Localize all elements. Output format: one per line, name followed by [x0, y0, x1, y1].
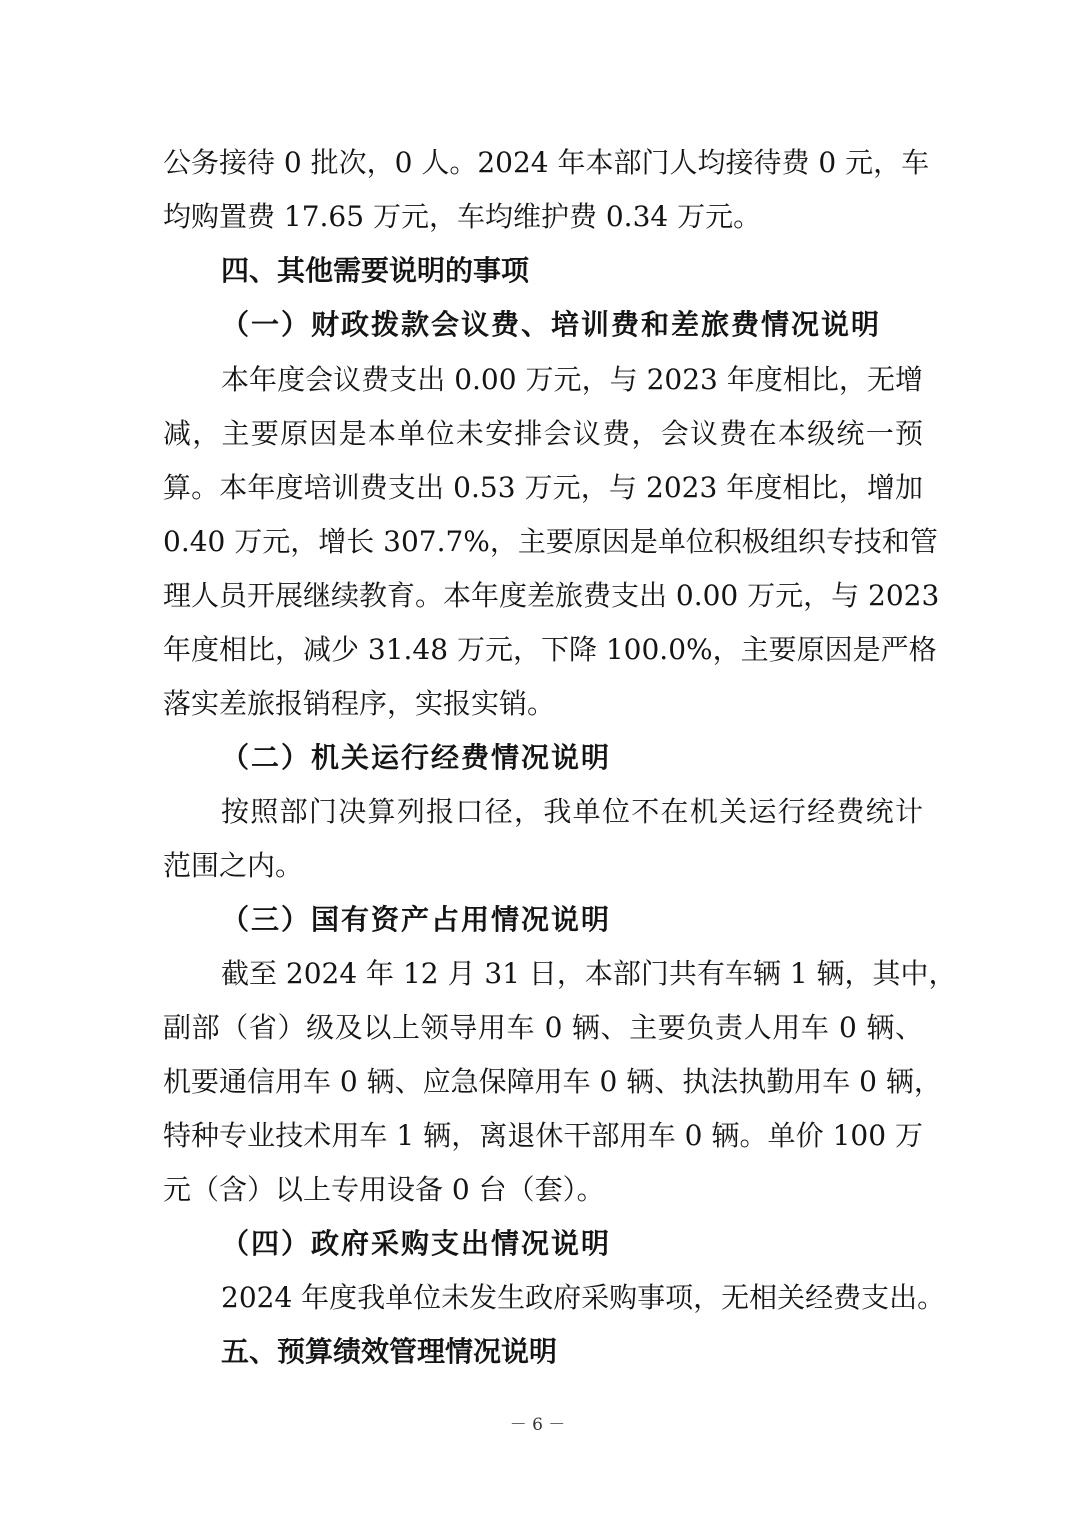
- paragraph-line: 公务接待 0 批次，0 人。2024 年本部门人均接待费 0 元，车: [163, 146, 930, 179]
- subsection-heading-4-1: （一）财政拨款会议费、培训费和差旅费情况说明: [221, 308, 882, 341]
- paragraph-line: 年度相比，减少 31.48 万元，下降 100.0%，主要原因是严格: [163, 633, 937, 666]
- paragraph-line: 理人员开展继续教育。本年度差旅费支出 0.00 万元，与 2023: [163, 579, 940, 612]
- paragraph-line: 特种专业技术用车 1 辆，离退休干部用车 0 辆。单价 100 万: [163, 1119, 923, 1152]
- paragraph-line: 0.40 万元，增长 307.7%，主要原因是单位积极组织专技和管: [163, 525, 938, 558]
- paragraph-line: 均购置费 17.65 万元，车均维护费 0.34 万元。: [163, 200, 762, 233]
- subsection-heading-4-4: （四）政府采购支出情况说明: [221, 1227, 612, 1260]
- paragraph-line: 2024 年度我单位未发生政府采购事项，无相关经费支出。: [221, 1281, 946, 1314]
- paragraph-line: 本年度会议费支出 0.00 万元，与 2023 年度相比，无增: [221, 363, 923, 396]
- section-heading-5: 五、预算绩效管理情况说明: [221, 1335, 558, 1368]
- subsection-heading-4-3: （三）国有资产占用情况说明: [221, 903, 612, 936]
- paragraph-line: 范围之内。: [163, 849, 304, 882]
- paragraph-line: 减，主要原因是本单位未安排会议费，会议费在本级统一预: [163, 417, 923, 450]
- paragraph-line: 算。本年度培训费支出 0.53 万元，与 2023 年度相比，增加: [163, 471, 923, 504]
- section-heading-4: 四、其他需要说明的事项: [221, 254, 530, 287]
- paragraph-line: 按照部门决算列报口径，我单位不在机关运行经费统计: [221, 795, 923, 828]
- paragraph-line: 截至 2024 年 12 月 31 日，本部门共有车辆 1 辆，其中，: [221, 957, 957, 990]
- paragraph-line: 落实差旅报销程序，实报实销。: [163, 687, 556, 720]
- page-number: － 6 －: [509, 1415, 566, 1435]
- paragraph-line: 副部（省）级及以上领导用车 0 辆、主要负责人用车 0 辆、: [163, 1011, 923, 1044]
- paragraph-line: 元（含）以上专用设备 0 台（套）。: [163, 1173, 605, 1206]
- paragraph-line: 机要通信用车 0 辆、应急保障用车 0 辆、执法执勤用车 0 辆，: [163, 1065, 942, 1098]
- subsection-heading-4-2: （二）机关运行经费情况说明: [221, 741, 612, 774]
